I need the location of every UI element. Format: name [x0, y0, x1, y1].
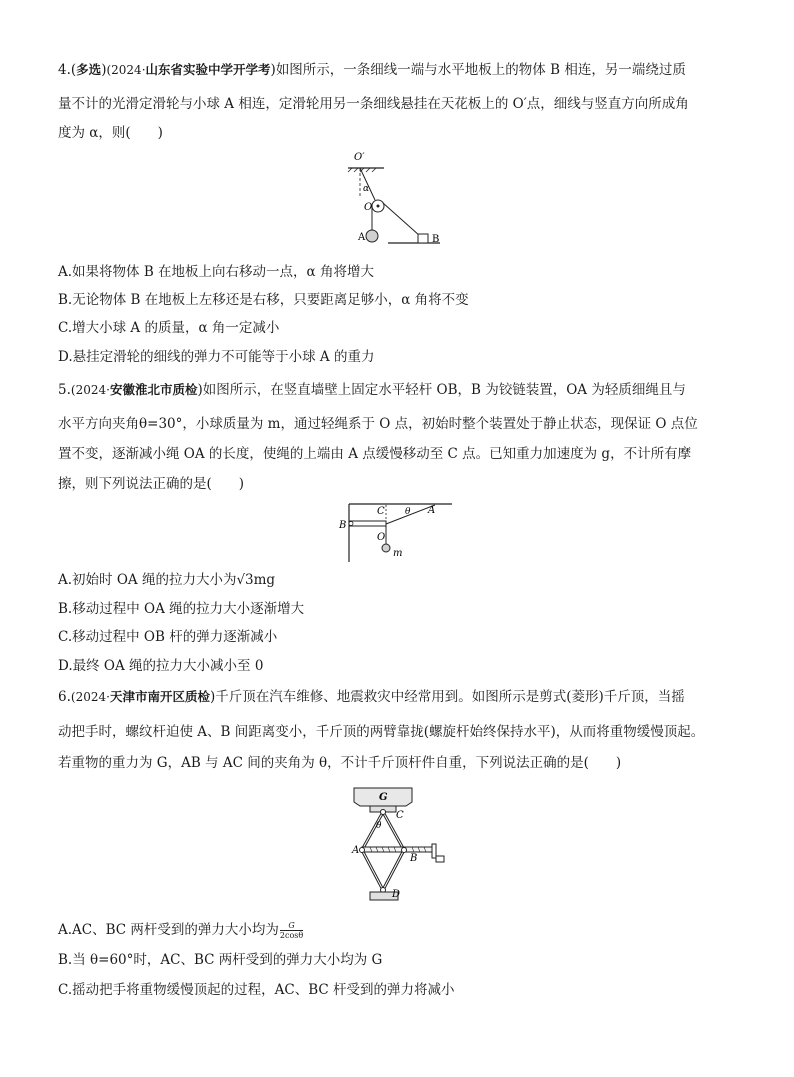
q4-line-3: 度为 α，则( )	[58, 125, 163, 141]
q5-option-d[interactable]: D.最终 OA 绳的拉力大小减小至 0	[58, 658, 264, 674]
q4-label-o-prime: O′	[354, 152, 365, 163]
q4-source: 山东省实验中学开学考	[145, 62, 271, 77]
q4-label-b: B	[432, 234, 440, 245]
q6-label-b: B	[410, 853, 418, 864]
q6-label-g: G	[379, 792, 388, 803]
q6-figure-scissor-jack	[340, 782, 450, 910]
q6-label-d: D	[392, 889, 401, 900]
q6-fraction-denominator: 2cosθ	[279, 931, 304, 940]
q5-source: 安徽淮北市质检	[109, 382, 198, 397]
q4-source-year: (2024·	[106, 63, 146, 77]
q4-label-o: O	[364, 202, 373, 213]
q5-option-a[interactable]: A.初始时 OA 绳的拉力大小为√3mg	[58, 572, 276, 588]
q5-label-c: C	[377, 506, 385, 517]
q5-stem-1: 如图所示，在竖直墙壁上固定水平轻杆 OB，B 为铰链装置，OA 为轻质细绳且与	[202, 382, 686, 398]
q5-label-theta: θ	[405, 507, 411, 517]
q4-option-c[interactable]: C.增大小球 A 的质量，α 角一定减小	[58, 320, 280, 336]
q5-label-o: O	[377, 532, 386, 543]
q4-line-2: 量不计的光滑定滑轮与小球 A 相连，定滑轮用另一条细线悬挂在天花板上的 O′点，细线与竖直方向所成角	[58, 96, 689, 112]
q5-label-m: m	[393, 548, 403, 559]
q5-source-year: (2024·	[70, 383, 110, 397]
q6-line-1: 6.(2024·天津市南开区质检)千斤顶在汽车维修、地震救灾中经常用到。如图所示是剪式(菱形)千斤顶，当摇	[58, 689, 685, 705]
q6-label-a: A	[352, 845, 360, 856]
q4-label-a: A	[358, 232, 366, 243]
q4-number: 4.	[58, 62, 71, 78]
q5-label-a: A	[428, 505, 436, 516]
q5-line-1: 5.(2024·安徽淮北市质检)如图所示，在竖直墙壁上固定水平轻杆 OB，B 为铰链装置，OA 为轻质细绳且与	[58, 382, 686, 398]
q6-label-c: C	[396, 810, 404, 821]
q6-stem-1: 千斤顶在汽车维修、地震救灾中经常用到。如图所示是剪式(菱形)千斤顶，当摇	[215, 689, 685, 705]
q5-figure-wall-rod	[335, 500, 455, 566]
q6-source: 天津市南开区质检	[109, 689, 210, 704]
q4-option-b[interactable]: B.无论物体 B 在地板上左移还是右移，只要距离足够小，α 角将不变	[58, 292, 469, 308]
q6-line-2: 动把手时，螺纹杆迫使 A、B 间距离变小，千斤顶的两臂靠拢(螺旋杆始终保持水平)，从而将重物缓慢顶起。	[58, 724, 705, 740]
q6-option-a-fraction	[280, 921, 303, 940]
q6-fraction-numerator: G	[280, 921, 303, 931]
q4-stem-1: 如图所示，一条细线一端与水平地板上的物体 B 相连，另一端绕过质	[275, 62, 686, 78]
q4-multi-select-tag: 多选	[76, 62, 102, 77]
q5-option-c[interactable]: C.移动过程中 OB 杆的弹力逐渐减小	[58, 629, 278, 645]
q6-label-theta: θ	[376, 821, 382, 831]
q5-label-b: B	[339, 520, 347, 531]
q4-figure-pulley	[340, 148, 450, 248]
q4-label-alpha: α	[363, 184, 370, 194]
q6-option-c[interactable]: C.摇动把手将重物缓慢顶起的过程，AC、BC 杆受到的弹力将减小	[58, 982, 455, 998]
q6-number: 6.	[58, 689, 71, 705]
q6-option-b[interactable]: B.当 θ=60°时，AC、BC 两杆受到的弹力大小均为 G	[58, 952, 383, 968]
q5-number: 5.	[58, 382, 71, 398]
q5-line-3: 置不变，逐渐减小绳 OA 的长度，使绳的上端由 A 点缓慢移动至 C 点。已知重力加速度为 g，不计所有摩	[58, 446, 692, 462]
q6-option-a[interactable]: A.AC、BC 两杆受到的弹力大小均为 $\frac{G}{2\cos\theta}$	[58, 921, 304, 940]
q4-option-d[interactable]: D.悬挂定滑轮的细线的弹力不可能等于小球 A 的重力	[58, 349, 375, 365]
q6-line-3: 若重物的重力为 G，AB 与 AC 间的夹角为 θ，不计千斤顶杆件自重，下列说法正确的是( )	[58, 755, 622, 771]
q4-line-1: 4.(多选)(2024·山东省实验中学开学考)如图所示，一条细线一端与水平地板上的物体 B 相连，另一端绕过质	[58, 62, 686, 78]
q6-source-year: (2024·	[70, 690, 110, 704]
q4-option-a[interactable]: A.如果将物体 B 在地板上向右移动一点，α 角将增大	[58, 264, 374, 280]
q5-line-2: 水平方向夹角θ=30°，小球质量为 m，通过轻绳系于 O 点，初始时整个装置处于静止状态，现保证 O 点位	[58, 416, 698, 432]
q5-option-b[interactable]: B.移动过程中 OA 绳的拉力大小逐渐增大	[58, 601, 305, 617]
q5-line-4: 擦，则下列说法正确的是( )	[58, 476, 245, 492]
